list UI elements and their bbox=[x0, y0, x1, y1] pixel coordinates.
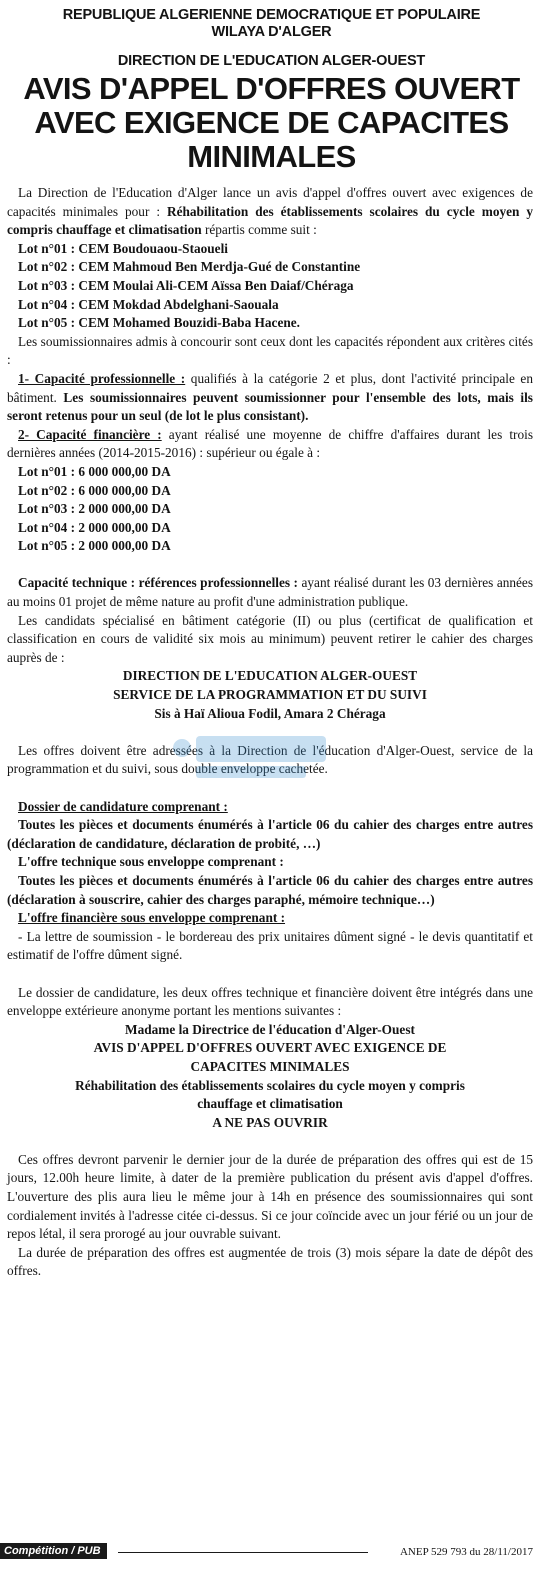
address-line: SERVICE DE LA PROGRAMMATION ET DU SUIVI bbox=[113, 687, 427, 703]
lot-item: Lot n°02 : CEM Mahmoud Ben Merdja-Gué de Constantine bbox=[18, 259, 361, 275]
admis-paragraph: Les soumissionnaires admis à concourir sont ceux dont les capacités répondent aux critères cités : bbox=[7, 333, 533, 368]
envelope-mentions bbox=[7, 1021, 533, 1133]
footer-bar bbox=[0, 1543, 543, 1561]
intro-subject: Réhabilitation des établissements scolaires du cycle moyen y compris chauffage et climatisation bbox=[7, 203, 534, 238]
address-block bbox=[7, 667, 533, 723]
notice-body bbox=[0, 174, 543, 1281]
delai-paragraph: Ces offres devront parvenir le dernier jour de la durée de préparation des offres qui est de 15 jours, 12.00h heure limite, à dater de la première publication du présent avis d'appel d'offres. L'ouverture des plis aura lieu le même jour à 14h en présence des soumissionnaires qui sont cordialement invités à l'adresse citée ci-dessus. Si ce jour coïncide avec un jour férié ou un jour de repos létal, il sera prorogé au jour ouvrable suivant. bbox=[7, 1151, 533, 1242]
offre-financiere-heading bbox=[7, 909, 533, 928]
lot-amount: Lot n°04 : 2 000 000,00 DA bbox=[18, 519, 171, 535]
capacite-professionnelle-label: 1- Capacité professionnelle : bbox=[18, 370, 186, 386]
lot-item: Lot n°01 : CEM Boudouaou-Staoueli bbox=[18, 240, 228, 256]
direction-heading: DIRECTION DE L'EDUCATION ALGER-OUEST bbox=[117, 53, 426, 69]
candidats-paragraph: Les candidats spécialisé en bâtiment catégorie (II) ou plus (certificat de qualification et classification en cours de validité six mois au minimum) peuvent retirer le cahier des charges auprès de : bbox=[7, 612, 533, 665]
mention-line: AVIS D'APPEL D'OFFRES OUVERT AVEC EXIGENCE DE bbox=[93, 1040, 447, 1056]
capacite-financiere-text: ayant réalisé une moyenne de chiffre d'affaires durant les trois dernières années (2014-2015-2016) : supérieur ou égale à : bbox=[7, 426, 533, 461]
capacite-professionnelle-note: Les soumissionnaires peuvent soumissionner pour l'ensemble des lots, mais ils seront retenus pour un seul (de lot le plus consistant). bbox=[7, 389, 533, 424]
intro-paragraph bbox=[7, 184, 533, 240]
lot-item: Lot n°03 : CEM Moulai Ali-CEM Aïssa Ben Daiaf/Chéraga bbox=[18, 277, 354, 293]
footer-divider bbox=[118, 1552, 368, 1553]
dossier-integre-paragraph: Le dossier de candidature, les deux offres technique et financière doivent être intégrés dans une enveloppe extérieure anonyme portant les mentions suivantes : bbox=[7, 984, 533, 1019]
lot-amount: Lot n°02 : 6 000 000,00 DA bbox=[18, 482, 171, 498]
lot-amount: Lot n°03 : 2 000 000,00 DA bbox=[18, 501, 171, 517]
title-line-1: AVIS D'APPEL D'OFFRES OUVERT bbox=[23, 71, 520, 106]
dossier-heading bbox=[7, 798, 533, 817]
republic-header bbox=[0, 0, 543, 41]
offre-financiere-text: - La lettre de soumission - le bordereau des prix unitaires dûment signé - le devis quantitatif et estimatif de l'offre dûment signé. bbox=[7, 928, 533, 963]
republic-line: REPUBLIQUE ALGERIENNE DEMOCRATIQUE ET POPULAIRE bbox=[62, 7, 481, 23]
duree-paragraph: La durée de préparation des offres est augmentée de trois (3) mois sépare la date de dépôt des offres. bbox=[7, 1244, 533, 1279]
address-line: DIRECTION DE L'EDUCATION ALGER-OUEST bbox=[122, 668, 418, 684]
title-line-3: MINIMALES bbox=[187, 139, 356, 174]
capacite-professionnelle-text: qualifiés à la catégorie 2 et plus, dont l'activité principale en bâtiment. bbox=[7, 370, 533, 405]
intro-text: La Direction de l'Education d'Alger lance un avis d'appel d'offres ouvert avec exigences de capacités minimales pour : bbox=[7, 185, 533, 219]
lots-list bbox=[7, 240, 533, 333]
capacite-financiere bbox=[7, 426, 533, 463]
title-line-2: AVEC EXIGENCE DE CAPACITES bbox=[34, 105, 509, 140]
mention-line: CAPACITES MINIMALES bbox=[190, 1058, 350, 1074]
footer-anep-reference: ANEP 529 793 du 28/11/2017 bbox=[399, 1546, 533, 1558]
lot-amounts-list bbox=[7, 463, 533, 556]
spacer bbox=[7, 965, 533, 984]
intro-tail: répartis comme suit : bbox=[201, 222, 317, 238]
offres-paragraph: Les offres doivent être adressées à la Direction de l'éducation d'Alger-Ouest, service de la programmation et du suivi, sous double enveloppe cachetée. bbox=[7, 742, 533, 777]
offre-technique-heading: L'offre technique sous enveloppe comprenant : bbox=[18, 854, 284, 870]
capacite-technique-text: ayant réalisé durant les 03 dernières années au moins 01 projet de même nature au profit d'une administration publique. bbox=[7, 575, 534, 610]
wilaya-line: WILAYA D'ALGER bbox=[211, 24, 332, 40]
lot-amount: Lot n°01 : 6 000 000,00 DA bbox=[18, 463, 171, 479]
spacer bbox=[7, 723, 533, 742]
offre-technique-text: Toutes les pièces et documents énumérés à l'article 06 du cahier des charges entre autres (déclaration à souscrire, cahier des charges paraphé, mémoire technique…) bbox=[7, 872, 533, 907]
spacer bbox=[7, 556, 533, 575]
mention-line: Madame la Directrice de l'éducation d'Alger-Ouest bbox=[125, 1021, 415, 1037]
footer-category-tag: Compétition / PUB bbox=[0, 1543, 107, 1559]
mention-line: Réhabilitation des établissements scolaires du cycle moyen y compris bbox=[75, 1077, 465, 1093]
capacite-technique-label: Capacité technique : références professionnelles : bbox=[18, 575, 298, 591]
spacer bbox=[7, 1132, 533, 1151]
lot-item: Lot n°04 : CEM Mokdad Abdelghani-Saouala bbox=[18, 296, 279, 312]
spacer bbox=[7, 779, 533, 798]
lot-item: Lot n°05 : CEM Mohamed Bouzidi-Baba Hacene. bbox=[18, 315, 300, 331]
lot-amount: Lot n°05 : 2 000 000,00 DA bbox=[18, 538, 171, 554]
capacite-technique bbox=[7, 574, 533, 611]
mention-line: chauffage et climatisation bbox=[197, 1096, 343, 1112]
dossier-heading-text: Dossier de candidature comprenant : bbox=[18, 798, 228, 814]
offre-financiere-heading-text: L'offre financière sous enveloppe comprenant : bbox=[18, 910, 286, 926]
capacite-professionnelle bbox=[7, 370, 533, 426]
capacite-financiere-label: 2- Capacité financière : bbox=[18, 426, 162, 442]
address-line: Sis à Haï Alioua Fodil, Amara 2 Chéraga bbox=[154, 705, 386, 721]
mention-line: A NE PAS OUVRIR bbox=[212, 1114, 328, 1130]
notice-title bbox=[0, 72, 543, 174]
dossier-text: Toutes les pièces et documents énumérés à l'article 06 du cahier des charges entre autres (déclaration de candidature, déclaration de probité, …) bbox=[7, 817, 533, 851]
